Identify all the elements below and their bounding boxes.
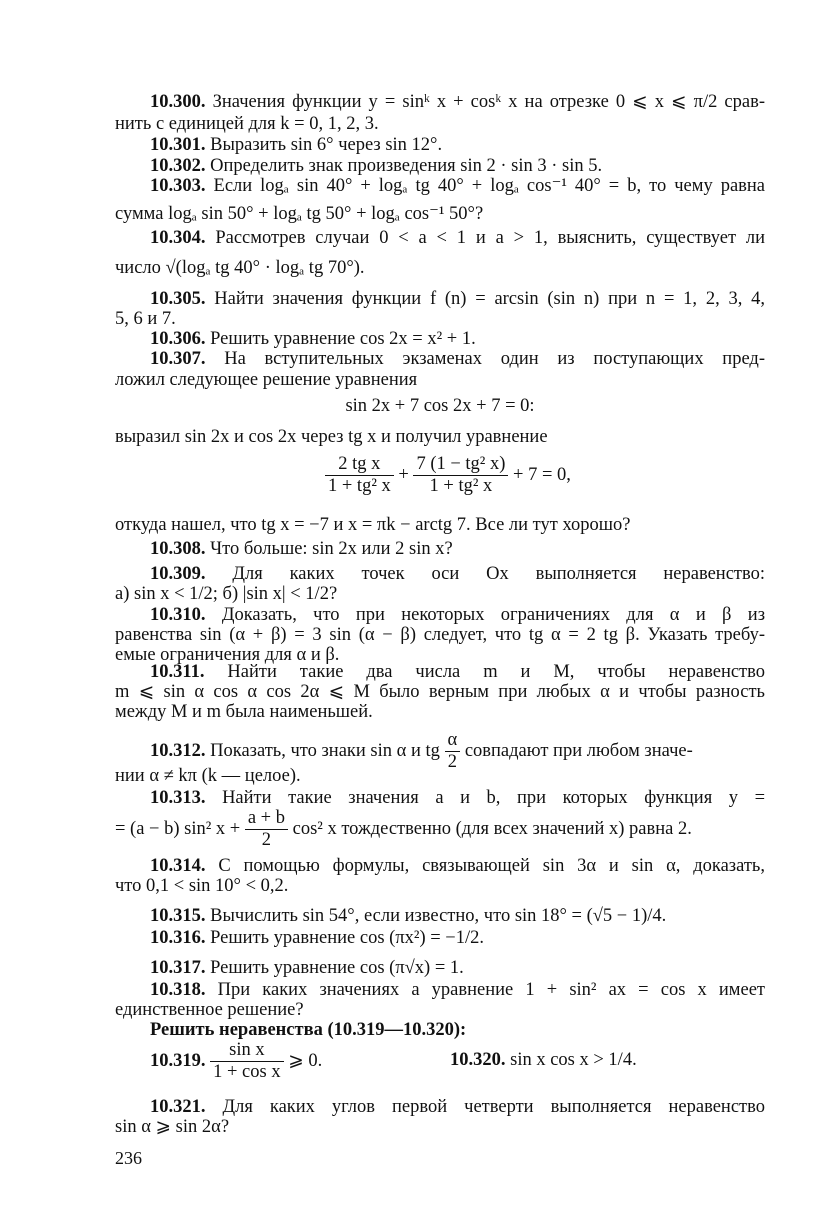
- problem-text: Для каких точек оси Ox выполняется неравенство:: [232, 564, 766, 584]
- problem-10-305-line1: [150, 289, 765, 310]
- problem-text: Выразить sin 6° через sin 12°.: [210, 135, 443, 155]
- numerator: a + b: [245, 808, 288, 830]
- problem-10-306: [150, 329, 765, 350]
- problem-10-313-line1: [150, 788, 765, 809]
- problem-number: 10.307.: [150, 349, 206, 369]
- problem-10-307-line3: выразил sin 2x и cos 2x через tg x и получил уравнение: [115, 427, 548, 447]
- problem-text: Доказать, что при некоторых ограничениях для α и β из: [221, 605, 766, 625]
- problem-10-307-line2: ложил следующее решение уравнения: [115, 370, 418, 390]
- problem-10-318-line2: единственное решение?: [115, 1000, 304, 1020]
- problem-text: Найти такие значения a и b, при которых функция y =: [222, 788, 765, 808]
- problem-text: Решить уравнение cos (π√x) = 1.: [210, 958, 464, 978]
- fraction-1: [325, 454, 394, 497]
- problem-number: 10.321.: [150, 1097, 206, 1117]
- section-heading: [150, 1020, 765, 1041]
- equation-sin2x: sin 2x + 7 cos 2x + 7 = 0:: [345, 396, 535, 416]
- problem-10-304-line2: число √(logₐ tg 40° · logₐ tg 70°).: [115, 258, 365, 278]
- problem-10-316: [150, 928, 765, 949]
- problem-text: При каких значениях a уравнение 1 + sin² ax = cos x имеет: [217, 980, 766, 1000]
- problem-number: 10.309.: [150, 564, 206, 584]
- problem-text: Что больше: sin 2x или 2 sin x?: [210, 539, 453, 559]
- problem-number: 10.310.: [150, 605, 206, 625]
- problem-number: 10.314.: [150, 856, 206, 876]
- denominator: 2: [447, 752, 457, 772]
- problem-10-319: [150, 1040, 450, 1086]
- denominator: 1 + cos x: [213, 1062, 281, 1082]
- problem-text: Для каких углов первой четверти выполняется неравенство: [222, 1097, 765, 1117]
- problem-10-310-line1: [150, 605, 765, 626]
- problem-10-304-line1: [150, 228, 765, 249]
- problem-number: 10.303.: [150, 176, 206, 196]
- problem-10-310-line2: равенства sin (α + β) = 3 sin (α − β) следует, что tg α = 2 tg β. Указать требу-: [115, 625, 765, 645]
- problem-number: 10.317.: [150, 958, 206, 978]
- numerator: α: [445, 730, 461, 752]
- problem-text: С помощью формулы, связывающей sin 3α и sin α, доказать,: [218, 856, 765, 876]
- problem-10-309-line2: а) sin x < 1/2; б) |sin x| < 1/2?: [115, 584, 338, 604]
- problem-10-307-line4: откуда нашел, что tg x = −7 и x = πk − arctg 7. Все ли тут хорошо?: [115, 515, 631, 535]
- problem-text: Решить уравнение cos 2x = x² + 1.: [210, 329, 476, 349]
- inequality-tail: ⩾ 0.: [288, 1050, 323, 1071]
- problem-text: Рассмотрев случаи 0 < a < 1 и a > 1, выяснить, существует ли: [215, 228, 765, 248]
- problem-text: На вступительных экзаменах один из поступающих пред-: [224, 349, 766, 369]
- problem-text: Найти значения функции f (n) = arcsin (sin n) при n = 1, 2, 3, 4,: [214, 289, 766, 309]
- problem-10-321-line1: [150, 1097, 765, 1118]
- problem-10-301: [150, 135, 765, 156]
- problem-number: 10.301.: [150, 135, 206, 155]
- problem-10-311-line2: m ⩽ sin α cos α cos 2α ⩽ M было верным при любых α и чтобы разность: [115, 682, 765, 702]
- fraction-2: [413, 454, 508, 497]
- problem-text: sin x cos x > 1/4.: [510, 1050, 637, 1070]
- page-number: 236: [115, 1148, 142, 1168]
- problem-10-305-line2: 5, 6 и 7.: [115, 309, 176, 329]
- problem-text: cos² x тождественно (для всех значений x) равна 2.: [292, 818, 692, 839]
- problem-10-320: [450, 1050, 770, 1071]
- problem-10-303-line2: сумма logₐ sin 50° + logₐ tg 50° + logₐ cos⁻¹ 50°?: [115, 204, 484, 224]
- problem-number: 10.302.: [150, 156, 206, 176]
- problem-number: 10.312.: [150, 740, 206, 761]
- equation-tail: + 7 = 0,: [513, 464, 571, 485]
- problem-text: Решить уравнение cos (πx²) = −1/2.: [210, 928, 484, 948]
- problem-text: Показать, что знаки sin α и tg: [210, 740, 440, 761]
- problem-10-314-line2: что 0,1 < sin 10° < 0,2.: [115, 876, 289, 896]
- problem-number: 10.305.: [150, 289, 206, 309]
- denominator: 1 + tg² x: [328, 476, 391, 496]
- problem-10-303-line1: [150, 176, 765, 197]
- heading-text: Решить неравенства (10.319—10.320):: [150, 1020, 467, 1040]
- denominator: 1 + tg² x: [429, 476, 493, 496]
- problem-10-300-line2: нить с единицей для k = 0, 1, 2, 3.: [115, 114, 379, 134]
- problem-10-318-line1: [150, 980, 765, 1001]
- problem-10-311-line1: [150, 662, 765, 683]
- problem-10-308: [150, 539, 765, 560]
- problem-text: Вычислить sin 54°, если известно, что sin 18° = (√5 − 1)/4.: [210, 906, 667, 926]
- problem-10-313-line2: [115, 808, 765, 854]
- problem-text: Если logₐ sin 40° + logₐ tg 40° + logₐ cos⁻¹ 40° = b, то чему равна: [213, 176, 766, 196]
- problem-number: 10.320.: [450, 1050, 506, 1070]
- problem-10-315: [150, 906, 765, 927]
- problem-number: 10.318.: [150, 980, 206, 1000]
- problem-number: 10.319.: [150, 1050, 206, 1071]
- problem-text: совпадают при любом значе-: [464, 740, 693, 761]
- numerator: 7 (1 − tg² x): [413, 454, 508, 476]
- fraction-sin-over-cos: [210, 1040, 283, 1083]
- problem-text: = (a − b) sin² x +: [115, 818, 241, 839]
- fraction-a-plus-b-over-2: [245, 808, 288, 851]
- denominator: 2: [261, 830, 272, 850]
- problem-10-310-line3: емые ограничения для α и β.: [115, 645, 340, 665]
- problem-text: Найти такие два числа m и M, чтобы неравенство: [227, 662, 765, 682]
- problem-10-300-line1: [150, 92, 765, 113]
- problem-10-321-line2: sin α ⩾ sin 2α?: [115, 1117, 230, 1137]
- numerator: sin x: [210, 1040, 283, 1062]
- problem-10-312-line2: нии α ≠ kπ (k — целое).: [115, 766, 301, 786]
- problem-number: 10.304.: [150, 228, 206, 248]
- problem-10-314-line1: [150, 856, 765, 877]
- problem-number: 10.315.: [150, 906, 206, 926]
- equation-fraction-tg: [325, 454, 571, 497]
- problem-10-309-line1: [150, 564, 765, 585]
- problem-10-302: [150, 156, 765, 177]
- problem-10-311-line3: между M и m была наименьшей.: [115, 702, 373, 722]
- problem-number: 10.300.: [150, 92, 206, 112]
- numerator: 2 tg x: [325, 454, 394, 476]
- problem-number: 10.311.: [150, 662, 205, 682]
- problem-10-307-line1: [150, 349, 765, 370]
- problem-number: 10.313.: [150, 788, 206, 808]
- problem-number: 10.308.: [150, 539, 206, 559]
- problem-number: 10.316.: [150, 928, 206, 948]
- plus-sign: +: [398, 464, 409, 485]
- problem-text: Определить знак произведения sin 2 · sin 3 · sin 5.: [210, 156, 603, 176]
- problem-number: 10.306.: [150, 329, 206, 349]
- problem-10-317: [150, 958, 765, 979]
- problem-text: Значения функции y = sinᵏ x + cosᵏ x на отрезке 0 ⩽ x ⩽ π/2 срав-: [212, 92, 765, 112]
